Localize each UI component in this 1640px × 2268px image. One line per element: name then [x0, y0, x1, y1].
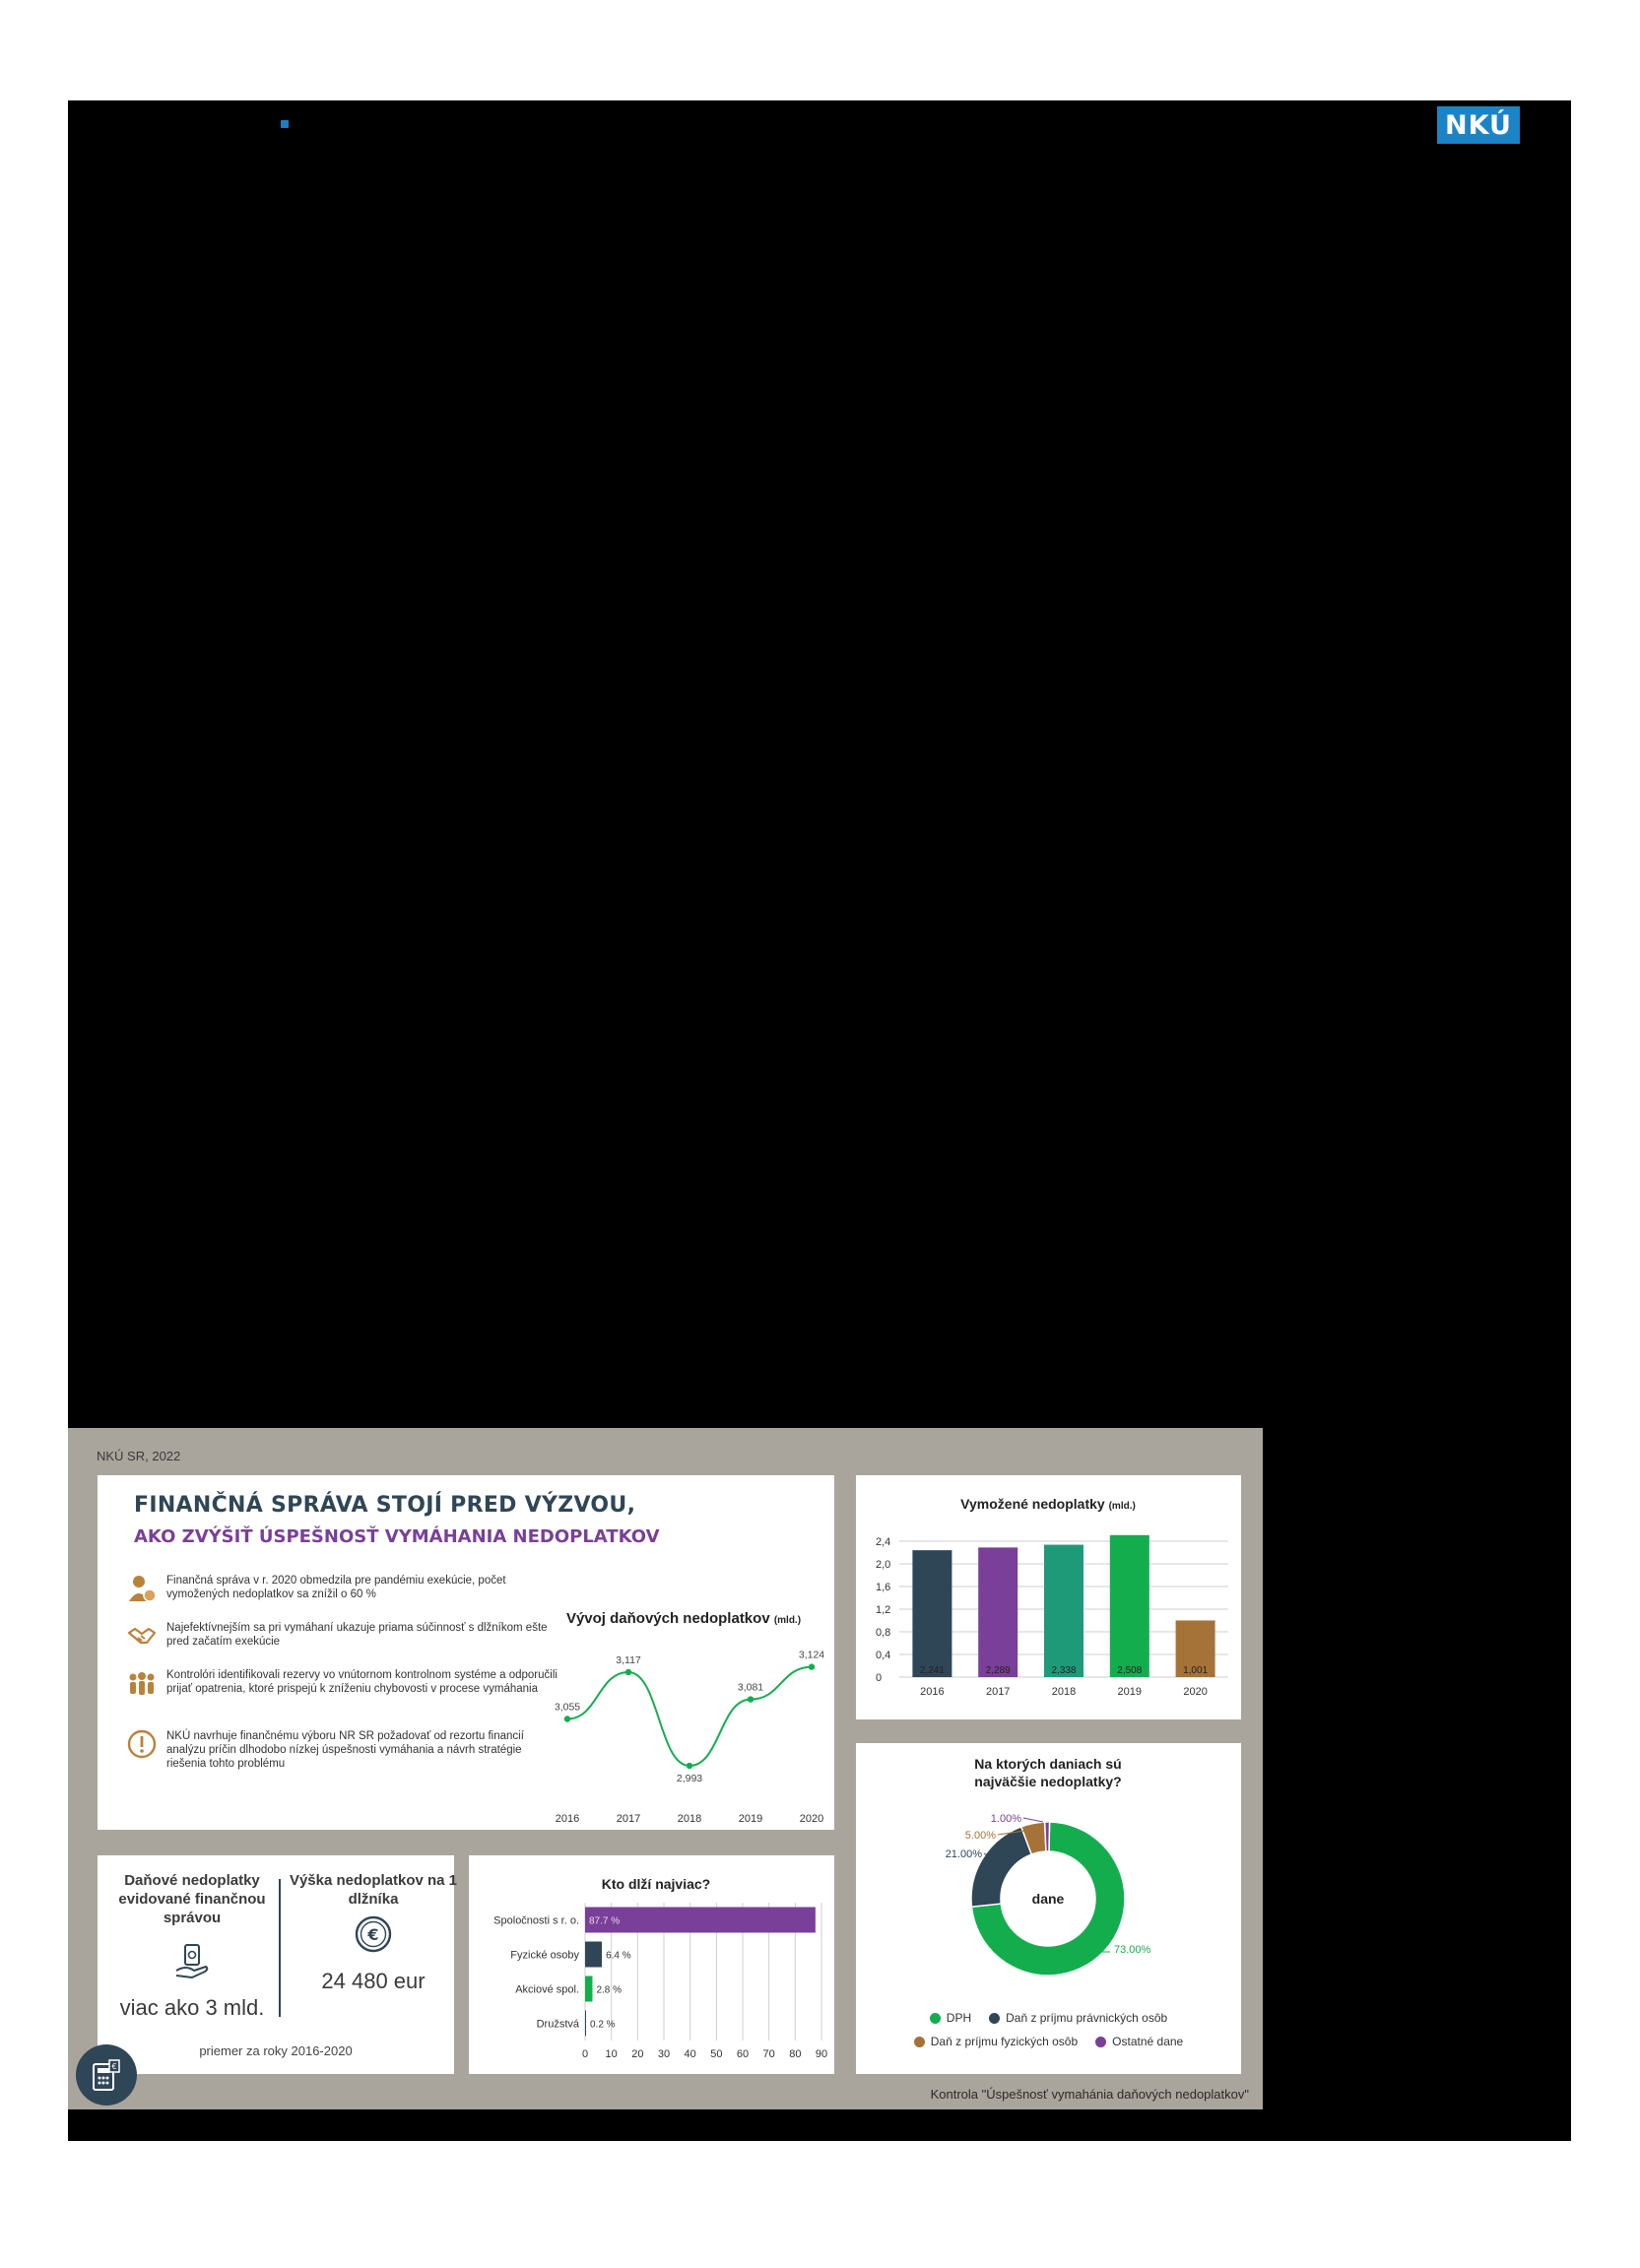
- bar-value-label: 87.7 %: [589, 1915, 621, 1927]
- bar: [912, 1550, 951, 1677]
- data-label: 3,117: [616, 1653, 641, 1666]
- infographic: [68, 1428, 1263, 2109]
- y-category-label: Spoločnosti s r. o.: [493, 1914, 579, 1927]
- bar: [978, 1547, 1017, 1677]
- point-text: NKÚ navrhuje finančnému výboru NR SR požadovať od rezortu financií analýzu príčin dlhodobo nízkej úspešnosti vymáhania a návrh stratégie riešenia tohto problému: [166, 1730, 524, 1770]
- y-tick-label: 0,8: [876, 1627, 891, 1639]
- x-tick-label: 10: [605, 2048, 618, 2060]
- x-tick-label: 0: [581, 2048, 589, 2060]
- y-category-label: Družstvá: [536, 2018, 579, 2031]
- line-point: [625, 1669, 631, 1675]
- legend-item: [989, 2011, 1167, 2025]
- legend-dot: [930, 2013, 941, 2024]
- x-tick-label: 2018: [1051, 1686, 1077, 1698]
- calculator-icon: [88, 2056, 125, 2094]
- x-tick-label: 2019: [738, 1813, 763, 1825]
- legend-dot: [914, 2037, 925, 2047]
- footer-note: Kontrola "Úspešnosť vymahánia daňových nedoplatkov": [930, 2087, 1249, 2102]
- x-tick-label: 2016: [555, 1813, 580, 1825]
- stats-card: [98, 1855, 458, 2074]
- collected-arrears-card: [856, 1475, 1241, 1719]
- donut-slice: [1045, 1822, 1050, 1851]
- blue-dot-marker: [281, 120, 289, 128]
- bar: [585, 2011, 586, 2037]
- chart-title-line-2: najväčšie nedoplatky?: [974, 1774, 1122, 1789]
- slice-label: 5.00%: [964, 1830, 996, 1842]
- leader-line: [1023, 1818, 1043, 1822]
- bar-value-label: 2,289: [985, 1665, 1011, 1676]
- chart-title-unit: (mld.): [773, 1615, 802, 1626]
- bar-value-label: 6.4 %: [606, 1950, 631, 1962]
- y-category-label: Fyzické osoby: [510, 1949, 579, 1962]
- stat-arrears: [103, 1871, 281, 2021]
- chart-title: Vývoj daňových nedoplatkov (mld.): [565, 1610, 802, 1627]
- svg-text:€: €: [367, 1925, 379, 1944]
- exclamation-icon: [127, 1729, 157, 1759]
- legend-item: [914, 2035, 1078, 2048]
- bar: [585, 1976, 592, 2002]
- debtors-card: [469, 1855, 834, 2074]
- legend-dot: [989, 2013, 1000, 2024]
- data-label: 3,055: [554, 1701, 581, 1714]
- tax-type-card: [856, 1743, 1241, 2074]
- y-tick-label: 0,4: [876, 1650, 891, 1661]
- chart-title-unit: (mld.): [1108, 1501, 1136, 1512]
- x-tick-label: 2020: [1183, 1686, 1208, 1698]
- y-tick-label: 2,0: [876, 1559, 891, 1571]
- slice-label: 73.00%: [1114, 1944, 1151, 1956]
- point-text: Kontrolóri identifikovali rezervy vo vnútornom kontrolnom systéme a odporučili prijať opatrenia, ktoré prispejú k zníženiu chybovosti v procese vymáhania: [166, 1669, 558, 1695]
- donut-chart: [856, 1743, 1241, 1989]
- x-tick-label: 60: [736, 2048, 750, 2060]
- page-subtitle: AKO ZVÝŠIŤ ÚSPEŠNOSŤ VYMÁHANIA NEDOPLATKOV: [134, 1526, 660, 1547]
- line-point: [748, 1696, 754, 1702]
- bar-value-label: 1,001: [1183, 1665, 1209, 1676]
- point-item: [127, 1668, 560, 1698]
- point-item: [127, 1574, 560, 1603]
- x-tick-label: 90: [815, 2048, 828, 2060]
- data-label: 3,124: [798, 1649, 825, 1661]
- x-tick-label: 2018: [677, 1813, 702, 1825]
- chart-title: Kto dlží najviac?: [601, 1876, 711, 1892]
- point-text: Najefektívnejším sa pri vymáhaní ukazuje priama súčinnosť s dlžníkom ešte pred začatím exekúcie: [166, 1622, 548, 1648]
- person-coin-icon: [127, 1574, 157, 1603]
- x-tick-label: 2016: [920, 1686, 945, 1698]
- chart-title: Vymožené nedoplatky (mld.): [960, 1496, 1136, 1512]
- line-point: [564, 1716, 570, 1721]
- stat-heading: Daňové nedoplatky evidované finančnou správou: [118, 1872, 266, 1926]
- debtors-bar-chart: [469, 1855, 834, 2074]
- people-icon: [127, 1668, 157, 1698]
- chart-title-line-1: Na ktorých daniach sú: [974, 1756, 1122, 1772]
- donut-center-label: dane: [1031, 1891, 1065, 1907]
- euro-coin-icon: [354, 1914, 393, 1954]
- slice-label: 21.00%: [945, 1848, 982, 1860]
- point-item: [127, 1729, 560, 1771]
- x-tick-label: 50: [710, 2048, 723, 2060]
- legend-label: Daň z príjmu právnických osôb: [1006, 2011, 1168, 2025]
- handshake-icon: [127, 1621, 157, 1651]
- bar: [1110, 1535, 1149, 1677]
- legend-label: Daň z príjmu fyzických osôb: [930, 2035, 1079, 2048]
- stat-heading: Výška nedoplatkov na 1 dlžníka: [289, 1872, 458, 1908]
- y-tick-label: 2,4: [876, 1536, 891, 1548]
- x-tick-label: 70: [762, 2048, 775, 2060]
- x-tick-label: 2019: [1117, 1686, 1143, 1698]
- stat-value: 24 480 eur: [321, 1969, 426, 1993]
- stat-footnote: priemer za roky 2016-2020: [199, 2043, 353, 2058]
- bar-value-label: 2.8 %: [596, 1984, 623, 1996]
- hand-money-icon: [172, 1941, 212, 1980]
- nku-logo: NKÚ: [1437, 106, 1520, 144]
- bar: [585, 1942, 602, 1968]
- x-tick-label: 80: [789, 2048, 802, 2060]
- x-tick-label: 20: [631, 2048, 644, 2060]
- x-tick-label: 2017: [616, 1813, 641, 1825]
- legend-item: [1095, 2035, 1183, 2048]
- y-category-label: Akciové spol.: [515, 1983, 579, 1996]
- y-tick-label: 1,6: [876, 1582, 891, 1593]
- line-series: [567, 1667, 812, 1766]
- data-label: 2,993: [676, 1773, 703, 1785]
- y-tick-label: 1,2: [876, 1604, 891, 1616]
- legend-dot: [1095, 2037, 1106, 2047]
- y-tick-label: 0: [876, 1672, 883, 1684]
- bar: [1044, 1545, 1083, 1677]
- bar-value-label: 0.2 %: [590, 2019, 616, 2031]
- legend-label: Ostatné dane: [1112, 2035, 1184, 2048]
- bar-value-label: 2,338: [1051, 1665, 1077, 1676]
- line-point: [809, 1663, 815, 1669]
- legend-item: [930, 2011, 971, 2025]
- source-label: NKÚ SR, 2022: [97, 1449, 181, 1463]
- stat-value: viac ako 3 mld.: [119, 1995, 265, 2020]
- slice-label: 1.00%: [990, 1813, 1021, 1825]
- bar-value-label: 2,508: [1117, 1665, 1143, 1676]
- bar-value-label: 2,241: [919, 1665, 945, 1676]
- x-tick-label: 40: [684, 2048, 696, 2060]
- stat-per-debtor: [285, 1871, 462, 1994]
- donut-legend: [856, 2011, 1241, 2058]
- point-item: [127, 1621, 560, 1651]
- line-point: [687, 1763, 692, 1769]
- svg-text:€: €: [111, 2062, 117, 2071]
- data-label: 3,081: [737, 1681, 764, 1694]
- x-tick-label: 30: [657, 2048, 671, 2060]
- line-chart: [546, 1603, 831, 1830]
- stat-divider: [279, 1879, 281, 2017]
- bar-chart: [856, 1475, 1241, 1719]
- legend-label: DPH: [946, 2011, 972, 2025]
- point-text: Finančná správa v r. 2020 obmedzila pre pandémiu exekúcie, počet vymožených nedoplatkov sa znížil o 60 %: [166, 1575, 506, 1600]
- x-tick-label: 2017: [985, 1686, 1011, 1698]
- page-title: FINANČNÁ SPRÁVA STOJÍ PRED VÝZVOU,: [134, 1493, 636, 1518]
- main-card: [98, 1475, 834, 1830]
- calculator-badge: [76, 2044, 137, 2106]
- x-tick-label: 2020: [799, 1813, 824, 1825]
